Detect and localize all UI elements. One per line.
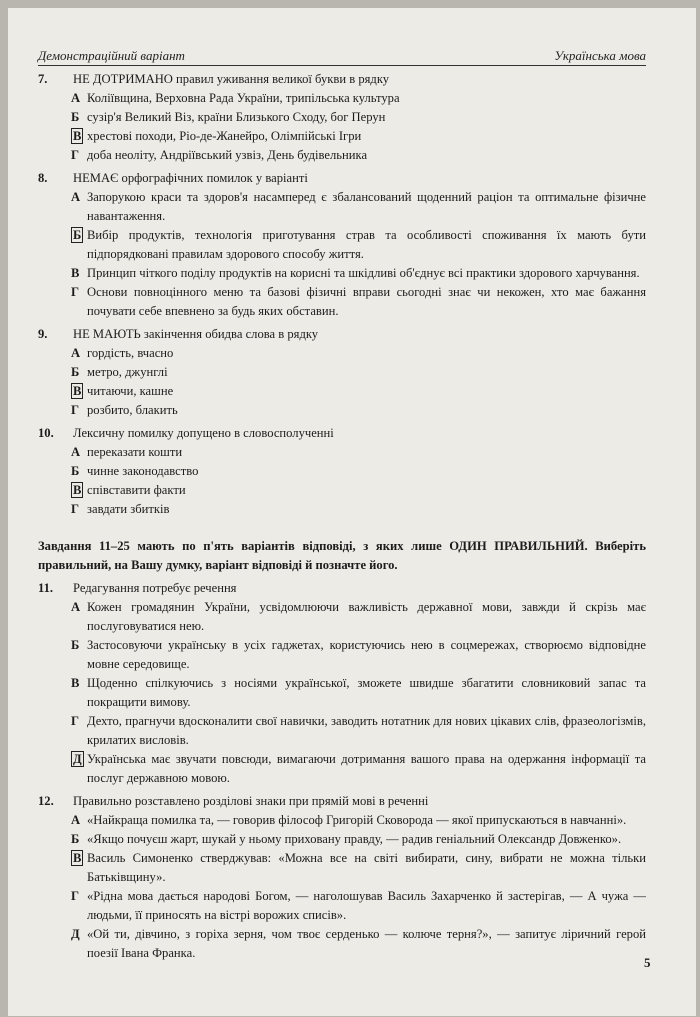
answer-option[interactable] [38,712,646,750]
question-prompt: НЕ МАЮТЬ закінчення обидва слова в рядку [73,327,319,341]
answer-letter-text: А [71,813,81,827]
answer-letter-marked [71,382,87,401]
answer-letter-text: Б [71,464,80,478]
question [38,792,646,963]
answer-letter [71,830,87,849]
answer-letter [71,363,87,382]
answer-text: завдати збитків [87,502,170,516]
question-prompt: Лексичну помилку допущено в словосполученні [73,426,334,440]
answer-text: розбито, блакить [87,403,178,417]
answer-option[interactable] [38,146,646,165]
answer-letter-text: В [73,129,82,143]
question-prompt: НЕ ДОТРИМАНО правил уживання великої букви в рядку [73,72,390,86]
answer-option[interactable] [38,382,646,401]
answer-letter [71,887,87,925]
answer-text: Кожен громадянин України, усвідомлюючи важливість державної мови, завжди й скрізь має послуговуватися нею. [87,600,646,633]
question-header [38,70,646,89]
answer-option[interactable] [38,283,646,321]
question [38,325,646,420]
question [38,424,646,519]
answer-text: Основи повноцінного меню та базові фізичні вправи сьогодні знає чи некожен, хто має бажання почувати себе впевнено за будь яких обставин. [87,285,646,318]
questions-content [38,66,646,963]
answer-letter [71,401,87,420]
answer-letter-text: Г [71,889,80,903]
answer-letter [71,146,87,165]
answer-option[interactable] [38,830,646,849]
answer-text: гордість, вчасно [87,346,174,360]
answer-text: «Найкраща помилка та, — говорив філософ Григорій Сковорода — якої припускаються в навчанні». [87,813,627,827]
header-subject-label: Українська мова [554,48,646,63]
question-prompt: Редагування потребує речення [73,581,237,595]
question [38,70,646,165]
answer-letter [71,89,87,108]
answer-letter-text: Д [71,927,80,941]
answer-option[interactable] [38,344,646,363]
question-header [38,169,646,188]
answer-letter [71,462,87,481]
answer-text: метро, джунглі [87,365,168,379]
answer-option[interactable] [38,108,646,127]
answer-option[interactable] [38,925,646,963]
answer-option[interactable] [38,226,646,264]
question-prompt: Правильно розставлено розділові знаки при прямій мові в реченні [73,794,429,808]
questions-block-multiple-choice-5 [38,579,646,963]
answer-option[interactable] [38,264,646,283]
answer-option[interactable] [38,636,646,674]
question-header [38,579,646,598]
answer-option[interactable] [38,188,646,226]
answer-option[interactable] [38,443,646,462]
answer-letter-marked [71,849,87,887]
task-instruction: Завдання 11–25 мають по п'ять варіантів відповіді, з яких лише ОДИН ПРАВИЛЬНИЙ. Виберіть правильний, на Вашу думку, варіант відповіді й позначте його. [38,539,646,572]
answer-letter-text: Б [71,832,80,846]
answer-text: Запорукою краси та здоров'я насамперед є збалансований щоденний раціон та оптимальне фізичне навантаження. [87,190,646,223]
answer-text: Українська має звучати повсюди, вимагаючи дотримання вашого права на одержання інформації та послуг державною мовою. [87,752,646,785]
running-header [38,44,646,66]
question-header [38,424,646,443]
answer-letter [71,283,87,321]
answer-text: Василь Симоненко стверджував: «Можна все на світі вибирати, сину, вибрати не можна тільки Батьківщину». [87,851,646,884]
answer-letter-text: Б [71,365,80,379]
answer-option[interactable] [38,462,646,481]
answer-letter [71,925,87,963]
answer-text: співставити факти [87,483,186,497]
header-variant-label: Демонстраційний варіант [38,48,185,63]
question-number: 11. [38,581,54,595]
answer-text: доба неоліту, Андріївський узвіз, День будівельника [87,148,368,162]
answer-letter-text: А [71,600,81,614]
answer-letter-text: Г [71,714,80,728]
answer-option[interactable] [38,127,646,146]
answer-option[interactable] [38,887,646,925]
question-prompt: НЕМАЄ орфографічних помилок у варіанті [73,171,308,185]
answer-letter-text: В [71,266,80,280]
answer-letter-marked [71,750,87,788]
answer-letter-marked [71,226,87,264]
answer-text: Принцип чіткого поділу продуктів на корисні та шкідливі об'єднує всі практики здорового харчування. [87,266,640,280]
answer-text: сузір'я Великий Віз, країни Близького Сходу, бог Перун [87,110,386,124]
answer-letter [71,108,87,127]
answer-text: Застосовуючи українську в усіх гаджетах, користуючись нею в соцмережах, створюємо відповідне мовне середовище. [87,638,646,671]
answer-letter [71,443,87,462]
answer-letter [71,598,87,636]
answer-letter [71,712,87,750]
answer-option[interactable] [38,811,646,830]
answer-letter-text: Г [71,502,80,516]
answer-letter-text: Г [71,403,80,417]
answer-letter [71,500,87,519]
answer-letter-text: А [71,346,81,360]
answer-letter [71,674,87,712]
answer-text: Щоденно спілкуючись з носіями української, зможете швидше збагатити словниковий запас та покращити вимову. [87,676,646,709]
answer-text: «Рідна мова дається народові Богом, — наголошував Василь Захарченко й застерігав, — А чужа — людьми, її приносять на вістрі ворожих списів». [87,889,646,922]
answer-option[interactable] [38,849,646,887]
answer-text: переказати кошти [87,445,183,459]
answer-letter-text: В [73,851,82,865]
question-number: 7. [38,72,48,86]
answer-option[interactable] [38,750,646,788]
answer-letter [71,188,87,226]
answer-letter [71,264,87,283]
answer-letter-text: В [71,676,80,690]
answer-letter-text: Б [71,638,80,652]
question-number: 8. [38,171,48,185]
answer-text: «Якщо почуєш жарт, шукай у ньому приховану правду, — радив геніальний Олександр Довженко». [87,832,622,846]
answer-option[interactable] [38,363,646,382]
answer-letter-text: Б [71,110,80,124]
question-number: 9. [38,327,48,341]
question-header [38,325,646,344]
page-number: 5 [644,955,651,970]
answer-text: «Ой ти, дівчино, з горіха зерня, чом твоє серденько — колюче терня?», — запитує ліричний герой поезії Івана Франка. [87,927,646,960]
answer-letter-text: А [71,190,81,204]
answer-text: Коліївщина, Верховна Рада України, трипільська культура [87,91,400,105]
question-number: 10. [38,426,54,440]
exam-page [8,8,696,1016]
answer-text: Вибір продуктів, технологія приготування страв та особливості споживання їх мають бути підпорядковані правилам здорового способу життя. [87,228,646,261]
answer-text: читаючи, кашне [87,384,174,398]
answer-text: Дехто, прагнучи вдосконалити свої навички, заводить нотатник для нових цікавих слів, фразеологізмів, крилатих висловів. [87,714,646,747]
answer-option[interactable] [38,674,646,712]
answer-option[interactable] [38,500,646,519]
answer-option[interactable] [38,89,646,108]
answer-letter-text: А [71,91,81,105]
answer-letter-marked [71,481,87,500]
answer-letter-marked [71,127,87,146]
question-number: 12. [38,794,54,808]
answer-letter [71,811,87,830]
answer-option[interactable] [38,598,646,636]
questions-block-multiple-choice-4 [38,70,646,519]
answer-letter-text: Б [73,228,82,242]
answer-text: хрестові походи, Ріо-де-Жанейро, Олімпійські Ігри [87,129,362,143]
answer-letter-text: Г [71,148,80,162]
answer-option[interactable] [38,401,646,420]
answer-letter-text: А [71,445,81,459]
question [38,169,646,321]
answer-text: чинне законодавство [87,464,199,478]
question-header [38,792,646,811]
answer-letter-text: В [73,384,82,398]
answer-letter-text: В [73,483,82,497]
question [38,579,646,788]
answer-letter [71,344,87,363]
answer-letter-text: Г [71,285,80,299]
answer-option[interactable] [38,481,646,500]
answer-letter-text: Д [73,752,82,766]
answer-letter [71,636,87,674]
